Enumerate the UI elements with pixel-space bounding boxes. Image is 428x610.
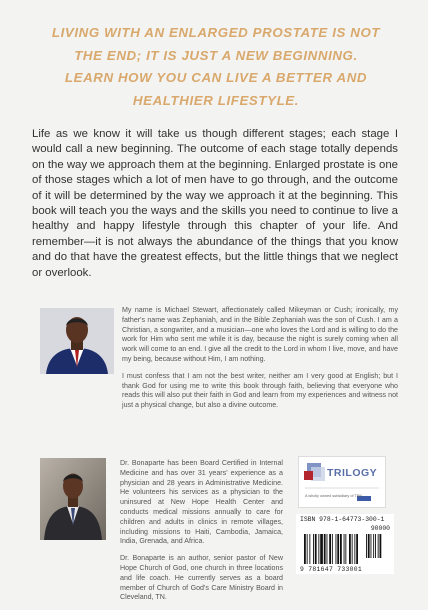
headline xyxy=(26,22,406,112)
author-photo-dr-bonaparte xyxy=(40,458,106,540)
isbn-barcode xyxy=(296,514,394,574)
headline-line-3: LEARN HOW YOU CAN LIVE A BETTER AND xyxy=(64,70,368,85)
publisher-tagline: A wholly owned subsidiary of TBN xyxy=(305,494,363,498)
author-bio-michael-stewart xyxy=(122,306,398,418)
author2-bio-paragraph-2: Dr. Bonaparte is an author, senior pastor of New Hope Church of God, one church in three locations and life coach. He currently serves as a board member of Church of God's Care Ministry Board in Cleveland, TN. xyxy=(120,554,283,602)
author1-bio-paragraph-2: I must confess that I am not the best writer, neither am I very good at English; but I thank God for using me to write this book through faith, believing that everyone who reads this will also put their faith in God and learn from my experiences and witness not just a physical change, but also a divine outcome. xyxy=(122,371,398,410)
author1-bio-paragraph-1: My name is Michael Stewart, affectionately called Mikeyman or Cush; ironically, my father's name was Zephaniah, and in the Bible Zephaniah was the son of Cush. I am a Christian, a songwriter, and a musician—one who loves the Lord and is willing to do the work for Him who sent me while it is day, because the night is surely coming when all work will come to an end. I give all the credit to the Lord in whom I live, move, and have my being, because without Him, I am nothing. xyxy=(122,306,398,363)
author-bio-dr-bonaparte xyxy=(120,459,283,610)
headline-line-2: THE END; IT IS JUST A NEW BEGINNING. xyxy=(74,47,358,63)
headline-line-4: HEALTHIER LIFESTYLE. xyxy=(132,92,300,108)
publisher-logo xyxy=(298,456,386,508)
publisher-name: TRILOGY xyxy=(327,467,378,479)
barcode-bars xyxy=(296,514,394,574)
headline-line-1: LIVING WITH AN ENLARGED PROSTATE IS NOT xyxy=(51,25,381,40)
author-photo-michael-stewart xyxy=(40,308,114,374)
author2-bio-paragraph-1: Dr. Bonaparte has been Board Certified in Internal Medicine and has over 31 years' experience as a physician and 28 years in Administrative Medicine. He volunteers his services as a physician to the uninsured at New Hope Health Center and conducts medical missions annually to care for children and adults in clinics in remote villages, including missions to Haiti, Cambodia, Jamaica, India, Grenada, and Africa. xyxy=(120,459,283,546)
barcode-digits: 9 781647 733001 xyxy=(300,566,363,573)
isbn-text: ISBN 978-1-64773-300-1 xyxy=(300,516,385,523)
book-description: Life as we know it will take us though different stages; each stage I would call a new beginning. The outcome of each stage totally depends on the way we approach them at the beginning. Enlarged prostate is one of those stages which a lot of men have to go through, and the outcome of it will be determined by the way we approach it at the beginning. This book will teach you the ways and the skills you need to continue to live a healthy and happy lifestyle through this chapter of your life. And remember—it is not always the abundance of the things that you know and do that have the greatest effects, but the little things that we neglect or overlook. xyxy=(32,128,399,279)
price-code: 90000 xyxy=(370,525,390,532)
